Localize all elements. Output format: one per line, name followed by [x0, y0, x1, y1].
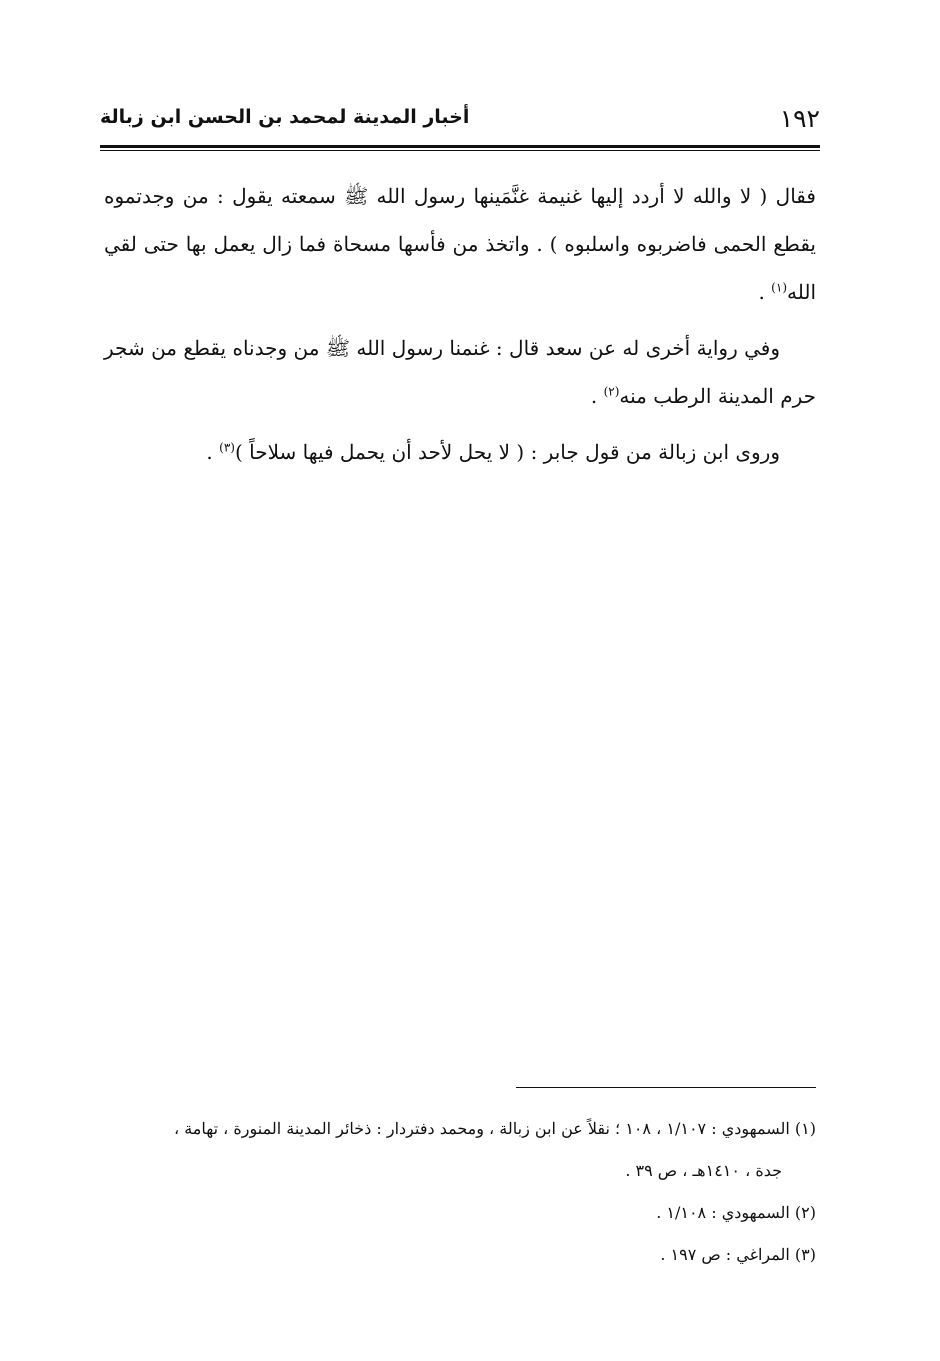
paragraph-2-text: وفي رواية أخرى له عن سعد قال : غنمنا رسول الله ﷺ من وجدناه يقطع من شجر حرم المدينة الرطب منه	[104, 336, 816, 408]
paragraph-3	[104, 428, 816, 476]
footnote-ref-1: (١)	[771, 280, 787, 295]
footnote-1-continuation: جدة ، ١٤١٠هـ ، ص ٣٩ .	[625, 1161, 782, 1180]
footnote-3: (٣) المراغي : ص ١٩٧ .	[660, 1245, 816, 1264]
paragraph-1-text: فقال ( لا والله لا أردد إليها غنيمة غنَّمَينها رسول الله ﷺ سمعته يقول : من وجدتموه يقطع الحمى فاضربوه واسلبوه ) . واتخذ من فأسها مسحاة فما زال يعمل بها حتى لقي الله	[104, 184, 816, 304]
page-header	[100, 100, 820, 144]
footnotes	[104, 1108, 816, 1276]
footnote-1: (١) السمهودي : ١/١٠٧ ، ١٠٨ ؛ نقلاً عن ابن زبالة ، ومحمد دفتردار : ذخائر المدينة المنورة ، تهامة ،	[173, 1119, 816, 1138]
running-title: أخبار المدينة لمحمد بن الحسن ابن زبالة	[100, 106, 470, 128]
page-number: ١٩٢	[779, 104, 820, 133]
footnote-ref-2: (٢)	[603, 384, 620, 399]
paragraph-1-end: .	[758, 280, 772, 304]
paragraph-3-end: .	[206, 440, 220, 464]
paragraph-2-end: .	[590, 384, 604, 408]
main-text	[104, 172, 816, 484]
footnote-ref-3: (٣)	[219, 440, 235, 455]
paragraph-3-text: وروى ابن زبالة من قول جابر : ( لا يحل لأحد أن يحمل فيها سلاحاً )	[234, 440, 780, 464]
footnote-separator	[516, 1087, 816, 1088]
paragraph-1	[104, 172, 816, 316]
header-rule	[100, 145, 820, 148]
header-rule-thin	[100, 150, 820, 151]
footnote-2: (٢) السمهودي : ١/١٠٨ .	[656, 1203, 816, 1222]
paragraph-2	[104, 324, 816, 420]
